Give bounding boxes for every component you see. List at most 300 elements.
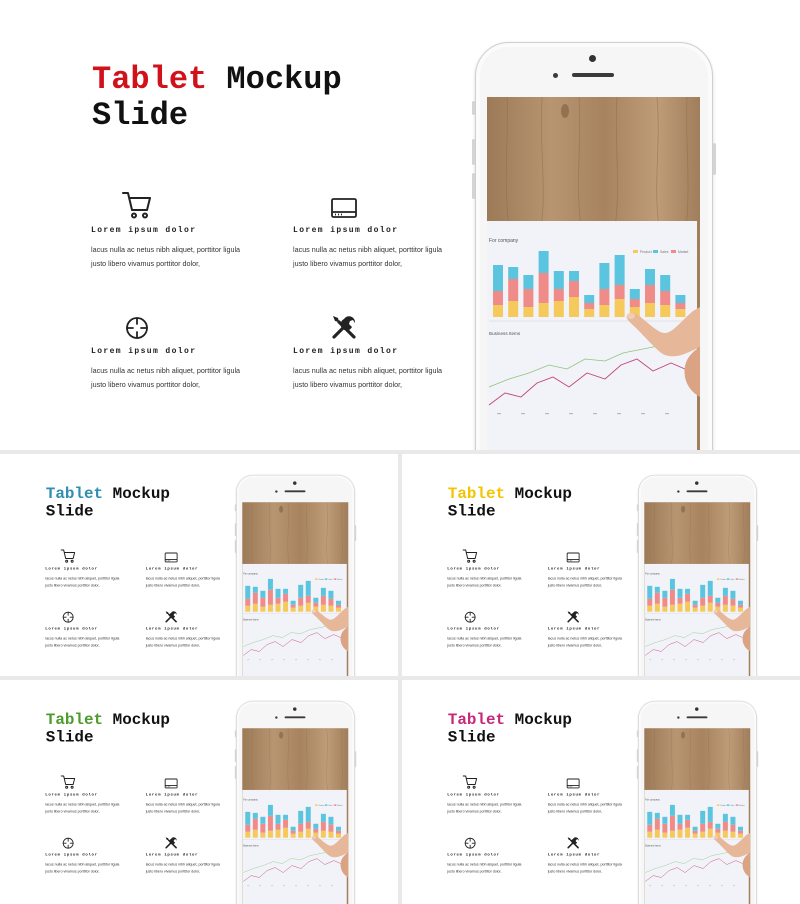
paper-bar-segment <box>245 812 250 825</box>
paper-bar-segment <box>685 828 690 838</box>
paper-bar-segment <box>523 307 533 317</box>
paper-header: For company <box>645 572 660 576</box>
feature-block <box>45 833 120 875</box>
legend-market: Market <box>337 578 343 581</box>
paper-bar-segment <box>723 814 728 822</box>
paper-bar-segment <box>700 832 705 838</box>
paper-bar-segment <box>291 601 296 605</box>
paper-bar-segment <box>662 833 667 838</box>
paper-bar-segment <box>260 607 265 612</box>
title-accent-word: Tablet <box>45 484 104 503</box>
paper-bar-segment <box>313 598 318 603</box>
feature-block <box>447 773 522 815</box>
slide-title <box>46 485 170 521</box>
feature-heading: Lorem ipsum dolor <box>45 852 98 858</box>
feature-text: lacus nulla ac netus nibh aliquet, porttitor ligula justo libero vivamus porttitor dolor, <box>293 245 443 268</box>
paper-bar-segment <box>328 606 333 612</box>
feature-heading: Lorem ipsum dolor <box>145 792 199 797</box>
feature-text: lacus nulla ac netus nibh aliquet, porttitor ligula justo libero vivamus porttitor dolor, <box>447 862 522 874</box>
title-rest: Mockup <box>207 61 342 98</box>
paper-bar-segment <box>283 815 288 820</box>
legend-market: Market <box>739 804 745 807</box>
paper-bar-segment <box>647 586 652 599</box>
paper-header: For company <box>243 798 258 802</box>
paper-bar-segment <box>493 305 503 317</box>
paper-bar-segment <box>260 824 265 833</box>
front-camera <box>695 481 698 484</box>
feature-heading: Lorem ipsum dolor <box>45 792 98 797</box>
monitor-icon <box>566 552 580 564</box>
feature-block <box>447 547 522 589</box>
paper-bar-segment <box>615 285 625 299</box>
earpiece-speaker <box>285 490 306 492</box>
paper-bar-segment <box>276 815 281 824</box>
paper-bar-segment <box>647 825 652 832</box>
paper-bar-segment <box>283 589 288 594</box>
paper-bar-segment <box>306 829 311 838</box>
paper-bar-segment <box>253 819 258 830</box>
title-line-2: Slide <box>45 728 94 747</box>
paper-bar-segment <box>336 605 341 608</box>
paper-bar-segment <box>328 817 333 825</box>
feature-block <box>45 773 120 815</box>
slide-content <box>0 680 398 904</box>
feature-heading: Lorem ipsum dolor <box>447 852 500 858</box>
feature-text: lacus nulla ac netus nibh aliquet, porttitor ligula justo libero vivamus porttitor dolor, <box>45 801 120 814</box>
paper-bar-segment <box>678 830 683 838</box>
paper-bar-segment <box>283 594 288 602</box>
earpiece-speaker <box>687 716 708 718</box>
slide-green <box>0 680 398 904</box>
paper-bar-segment <box>723 596 728 605</box>
paper-bar-segment <box>336 834 341 838</box>
crosshair-icon <box>464 837 477 850</box>
paper-bar-segment <box>662 598 667 607</box>
paper-bar-segment <box>670 805 675 816</box>
paper-bar-segment <box>599 289 609 305</box>
phone-screen <box>242 502 348 676</box>
crosshair-icon <box>62 837 75 850</box>
feature-block <box>146 833 221 875</box>
paper-bar-segment <box>715 824 720 829</box>
monitor-icon <box>164 778 178 790</box>
paper-bar-segment <box>685 815 690 820</box>
feature-block <box>146 773 221 815</box>
feature-block <box>548 773 623 815</box>
paper-bar-segment <box>276 589 281 598</box>
paper-bar-segment <box>283 828 288 838</box>
paper-bar-segment <box>313 603 318 607</box>
feature-text: lacus nulla ac netus nibh aliquet, porttitor ligula justo libero vivamus porttitor dolor, <box>45 862 120 874</box>
paper-bar-segment <box>554 271 564 289</box>
paper-bar-segment <box>321 831 326 838</box>
feature-text: lacus nulla ac netus nibh aliquet, porttitor ligula justo libero vivamus porttitor dolor, <box>447 801 522 814</box>
slide-content <box>402 454 800 676</box>
feature-block <box>293 307 443 391</box>
legend-sales: Sales <box>328 578 333 581</box>
phone-mockup <box>236 475 354 676</box>
paper-bar-segment <box>306 822 311 829</box>
legend-sales: Sales <box>660 250 669 254</box>
phone-screen <box>487 97 700 450</box>
paper-bar-segment <box>306 603 311 612</box>
crosshair-icon <box>124 315 150 341</box>
earpiece-speaker <box>572 73 614 77</box>
paper-bar-segment <box>708 829 713 838</box>
paper-bar-segment <box>730 832 735 838</box>
paper-header: For company <box>489 238 519 244</box>
paper-bar-segment <box>313 824 318 829</box>
paper-bar-segment <box>670 831 675 838</box>
feature-text: lacus nulla ac netus nibh aliquet, porttitor ligula justo libero vivamus porttitor dolor, <box>145 636 220 648</box>
feature-heading: Lorem ipsum dolor <box>45 626 98 632</box>
paper-header: For company <box>243 572 258 576</box>
feature-text: lacus nulla ac netus nibh aliquet, porttitor ligula justo libero vivamus porttitor dolor, <box>447 636 522 648</box>
slide-red <box>0 0 800 450</box>
cart-icon <box>60 549 76 564</box>
paper-bar-segment <box>678 824 683 830</box>
paper-bar-segment <box>678 604 683 612</box>
paper-bar-segment <box>539 251 549 273</box>
legend-sales: Sales <box>730 804 735 807</box>
paper-bar-segment <box>321 822 326 831</box>
paper-bar-segment <box>328 832 333 838</box>
feature-heading: Lorem ipsum dolor <box>547 566 601 571</box>
title-line-2: Slide <box>447 502 496 521</box>
earpiece-speaker <box>687 490 708 492</box>
phone-mockup <box>475 42 713 450</box>
paper-bar-segment <box>670 579 675 590</box>
paper-bar-segment <box>268 590 273 605</box>
slide-title <box>448 711 572 747</box>
feature-block <box>146 607 221 649</box>
paper-bar-segment <box>647 812 652 825</box>
legend-product: Product <box>720 804 727 807</box>
title-rest: Mockup <box>103 710 170 729</box>
title-rest: Mockup <box>103 484 170 503</box>
phone-mockup <box>638 701 756 904</box>
monitor-icon <box>330 196 358 220</box>
proximity-sensor <box>677 490 679 492</box>
feature-block <box>548 607 623 649</box>
paper-bar-segment <box>584 303 594 309</box>
slide-content <box>0 454 398 676</box>
proximity-sensor <box>553 73 558 78</box>
paper-bar-segment <box>708 807 713 822</box>
feature-block <box>91 186 241 270</box>
paper-bar-segment <box>700 606 705 612</box>
legend-market: Market <box>739 578 745 581</box>
feature-heading: Lorem ipsum dolor <box>547 792 601 797</box>
feature-block <box>293 186 443 270</box>
feature-text: lacus nulla ac netus nibh aliquet, porttitor ligula justo libero vivamus porttitor dolor, <box>45 636 120 648</box>
paper-bar-segment <box>670 590 675 605</box>
feature-heading: Lorem ipsum dolor <box>45 566 98 571</box>
legend-sales: Sales <box>730 578 735 581</box>
paper-bar-segment <box>321 588 326 596</box>
paper-bar-segment <box>655 604 660 612</box>
legend-market: Market <box>337 804 343 807</box>
title-line-2: Slide <box>45 502 94 521</box>
feature-block <box>548 547 623 589</box>
legend-sales: Sales <box>328 804 333 807</box>
paper-bar-segment <box>245 825 250 832</box>
paper-bar-segment <box>523 289 533 307</box>
feature-text: lacus nulla ac netus nibh aliquet, porttitor ligula justo libero vivamus porttitor dolor, <box>293 366 443 389</box>
slide-content <box>0 0 800 450</box>
paper-bar-segment <box>253 587 258 593</box>
paper-bar-segment <box>298 832 303 838</box>
paper-bar-segment <box>253 813 258 819</box>
slide-title <box>92 62 342 134</box>
feature-text: lacus nulla ac netus nibh aliquet, porttitor ligula justo libero vivamus porttitor dolor, <box>547 801 622 814</box>
paper-bar-segment <box>306 581 311 596</box>
paper-bar-segment <box>693 831 698 834</box>
paper-bar-segment <box>260 591 265 598</box>
paper-bar-segment <box>730 825 735 832</box>
paper-bar-segment <box>298 811 303 824</box>
paper-bar-segment <box>569 281 579 297</box>
slide-yellow <box>402 454 800 676</box>
feature-heading: Lorem ipsum dolor <box>447 792 500 797</box>
paper-bar-segment <box>662 591 667 598</box>
paper-bar-segment <box>693 834 698 838</box>
cart-icon <box>60 775 76 790</box>
feature-heading: Lorem ipsum dolor <box>447 626 500 632</box>
feature-heading: Lorem ipsum dolor <box>447 566 500 571</box>
paper-bar-segment <box>508 267 518 279</box>
paper-bar-segment <box>693 827 698 831</box>
paper-bar-segment <box>700 585 705 598</box>
paper-subheader: Business Items <box>645 845 661 848</box>
phone-screen <box>242 728 348 904</box>
phone-mockup <box>638 475 756 676</box>
paper-bar-segment <box>328 825 333 832</box>
paper-bar-segment <box>539 303 549 317</box>
paper-bar-segment <box>662 607 667 612</box>
paper-bar-segment <box>708 603 713 612</box>
paper-bar-segment <box>675 309 685 317</box>
tools-icon <box>566 836 580 850</box>
front-camera <box>293 707 296 710</box>
paper-bar-segment <box>508 279 518 301</box>
paper-bar-segment <box>298 606 303 612</box>
paper-bar-segment <box>723 588 728 596</box>
title-accent-word: Tablet <box>45 710 104 729</box>
paper-bar-segment <box>685 820 690 828</box>
paper-header: For company <box>645 798 660 802</box>
paper-bar-segment <box>645 285 655 303</box>
paper-bar-segment <box>321 814 326 822</box>
title-line-2: Slide <box>447 728 496 747</box>
phone-mockup <box>236 701 354 904</box>
tools-icon <box>164 610 178 624</box>
paper-bar-segment <box>245 586 250 599</box>
front-camera <box>293 481 296 484</box>
feature-text: lacus nulla ac netus nibh aliquet, porttitor ligula justo libero vivamus porttitor dolor, <box>91 366 241 389</box>
feature-heading: Lorem ipsum dolor <box>145 566 199 571</box>
paper-bar-segment <box>723 605 728 612</box>
feature-heading: Lorem ipsum dolor <box>91 226 197 235</box>
paper-bar-segment <box>584 295 594 303</box>
paper-bar-segment <box>313 829 318 833</box>
paper-bar-segment <box>554 289 564 301</box>
paper-bar-segment <box>493 265 503 291</box>
paper-bar-segment <box>321 596 326 605</box>
paper-bar-segment <box>554 301 564 317</box>
paper-subheader: Business Items <box>243 619 259 622</box>
paper-bar-segment <box>647 599 652 606</box>
paper-bar-segment <box>730 817 735 825</box>
feature-text: lacus nulla ac netus nibh aliquet, porttitor ligula justo libero vivamus porttitor dolor, <box>145 801 220 814</box>
paper-bar-segment <box>283 820 288 828</box>
crosshair-icon <box>464 611 477 624</box>
title-rest: Mockup <box>505 710 572 729</box>
paper-bar-segment <box>723 831 728 838</box>
paper-bar-segment <box>298 585 303 598</box>
legend-product: Product <box>720 578 727 581</box>
paper-bar-segment <box>715 829 720 833</box>
feature-text: lacus nulla ac netus nibh aliquet, porttitor ligula justo libero vivamus porttitor dolor, <box>145 575 220 588</box>
cart-icon <box>462 549 478 564</box>
paper-subheader: Business Items <box>243 845 259 848</box>
monitor-icon <box>164 552 178 564</box>
paper-bar-segment <box>708 581 713 596</box>
paper-bar-segment <box>268 805 273 816</box>
earpiece-speaker <box>285 716 306 718</box>
paper-bar-segment <box>685 589 690 594</box>
paper-bar-segment <box>328 591 333 599</box>
paper-bar-segment <box>630 299 640 307</box>
title-accent-word: Tablet <box>447 710 506 729</box>
paper-bar-segment <box>655 593 660 604</box>
paper-bar-segment <box>539 273 549 303</box>
paper-bar-segment <box>268 605 273 612</box>
paper-bar-segment <box>260 817 265 824</box>
feature-text: lacus nulla ac netus nibh aliquet, porttitor ligula justo libero vivamus porttitor dolor, <box>547 636 622 648</box>
paper-bar-segment <box>738 605 743 608</box>
slide-content <box>402 680 800 904</box>
paper-bar-segment <box>569 271 579 281</box>
slide-pink <box>402 680 800 904</box>
paper-bar-segment <box>291 831 296 834</box>
paper-bar-segment <box>508 301 518 317</box>
phone-screen <box>644 728 750 904</box>
paper-bar-segment <box>291 608 296 612</box>
front-camera <box>695 707 698 710</box>
paper-bar-segment <box>738 834 743 838</box>
paper-subheader: Business Items <box>489 331 521 336</box>
paper-bar-segment <box>523 275 533 289</box>
legend-product: Product <box>318 578 325 581</box>
paper-bar-segment <box>245 606 250 612</box>
slide-title <box>46 711 170 747</box>
paper-bar-segment <box>291 834 296 838</box>
paper-bar-segment <box>655 819 660 830</box>
feature-heading: Lorem ipsum dolor <box>145 626 199 632</box>
paper-bar-segment <box>730 599 735 606</box>
paper-bar-segment <box>291 827 296 831</box>
paper-bar-segment <box>647 832 652 838</box>
paper-bar-segment <box>708 822 713 829</box>
paper-bar-segment <box>715 603 720 607</box>
feature-block <box>45 607 120 649</box>
paper-bar-segment <box>276 824 281 830</box>
feature-text: lacus nulla ac netus nibh aliquet, porttitor ligula justo libero vivamus porttitor dolor, <box>91 245 241 268</box>
feature-heading: Lorem ipsum dolor <box>91 347 197 356</box>
slide-title <box>448 485 572 521</box>
feature-block <box>548 833 623 875</box>
paper-bar-segment <box>655 587 660 593</box>
paper-bar-segment <box>655 813 660 819</box>
feature-heading: Lorem ipsum dolor <box>547 626 601 632</box>
front-camera <box>589 55 596 62</box>
paper-bar-segment <box>599 263 609 289</box>
paper-bar-segment <box>298 598 303 606</box>
feature-text: lacus nulla ac netus nibh aliquet, porttitor ligula justo libero vivamus porttitor dolor, <box>447 575 522 588</box>
paper-bar-segment <box>336 608 341 612</box>
paper-bar-segment <box>730 606 735 612</box>
paper-bar-segment <box>336 827 341 831</box>
tools-icon <box>566 610 580 624</box>
proximity-sensor <box>275 490 277 492</box>
cart-icon <box>462 775 478 790</box>
paper-bar-segment <box>685 594 690 602</box>
feature-text: lacus nulla ac netus nibh aliquet, porttitor ligula justo libero vivamus porttitor dolor, <box>45 575 120 588</box>
paper-bar-segment <box>700 824 705 832</box>
feature-heading: Lorem ipsum dolor <box>145 852 199 858</box>
feature-block <box>447 833 522 875</box>
paper-bar-segment <box>306 807 311 822</box>
crosshair-icon <box>62 611 75 624</box>
feature-text: lacus nulla ac netus nibh aliquet, porttitor ligula justo libero vivamus porttitor dolor, <box>547 575 622 588</box>
feature-heading: Lorem ipsum dolor <box>547 852 601 858</box>
title-accent-word: Tablet <box>447 484 506 503</box>
paper-bar-segment <box>738 608 743 612</box>
monitor-icon <box>566 778 580 790</box>
feature-heading: Lorem ipsum dolor <box>293 347 399 356</box>
paper-bar-segment <box>306 596 311 603</box>
tools-icon <box>164 836 178 850</box>
paper-bar-segment <box>708 596 713 603</box>
paper-bar-segment <box>493 291 503 305</box>
paper-bar-segment <box>660 291 670 305</box>
phone-screen <box>644 502 750 676</box>
paper-bar-segment <box>253 593 258 604</box>
paper-bar-segment <box>283 602 288 612</box>
paper-bar-segment <box>291 605 296 608</box>
feature-block <box>45 547 120 589</box>
paper-bar-segment <box>660 275 670 291</box>
paper-bar-segment <box>655 830 660 838</box>
paper-bar-segment <box>253 830 258 838</box>
paper-bar-segment <box>328 599 333 606</box>
paper-bar-segment <box>738 827 743 831</box>
paper-bar-segment <box>615 255 625 285</box>
paper-bar-segment <box>260 598 265 607</box>
paper-bar-segment <box>245 599 250 606</box>
paper-bar-segment <box>615 299 625 317</box>
paper-bar-segment <box>678 815 683 824</box>
paper-bar-segment <box>298 824 303 832</box>
legend-product: Product <box>640 250 652 254</box>
feature-text: lacus nulla ac netus nibh aliquet, porttitor ligula justo libero vivamus porttitor dolor, <box>547 862 622 874</box>
proximity-sensor <box>677 716 679 718</box>
paper-bar-segment <box>647 606 652 612</box>
paper-bar-segment <box>321 605 326 612</box>
paper-bar-segment <box>693 601 698 605</box>
paper-bar-segment <box>670 605 675 612</box>
